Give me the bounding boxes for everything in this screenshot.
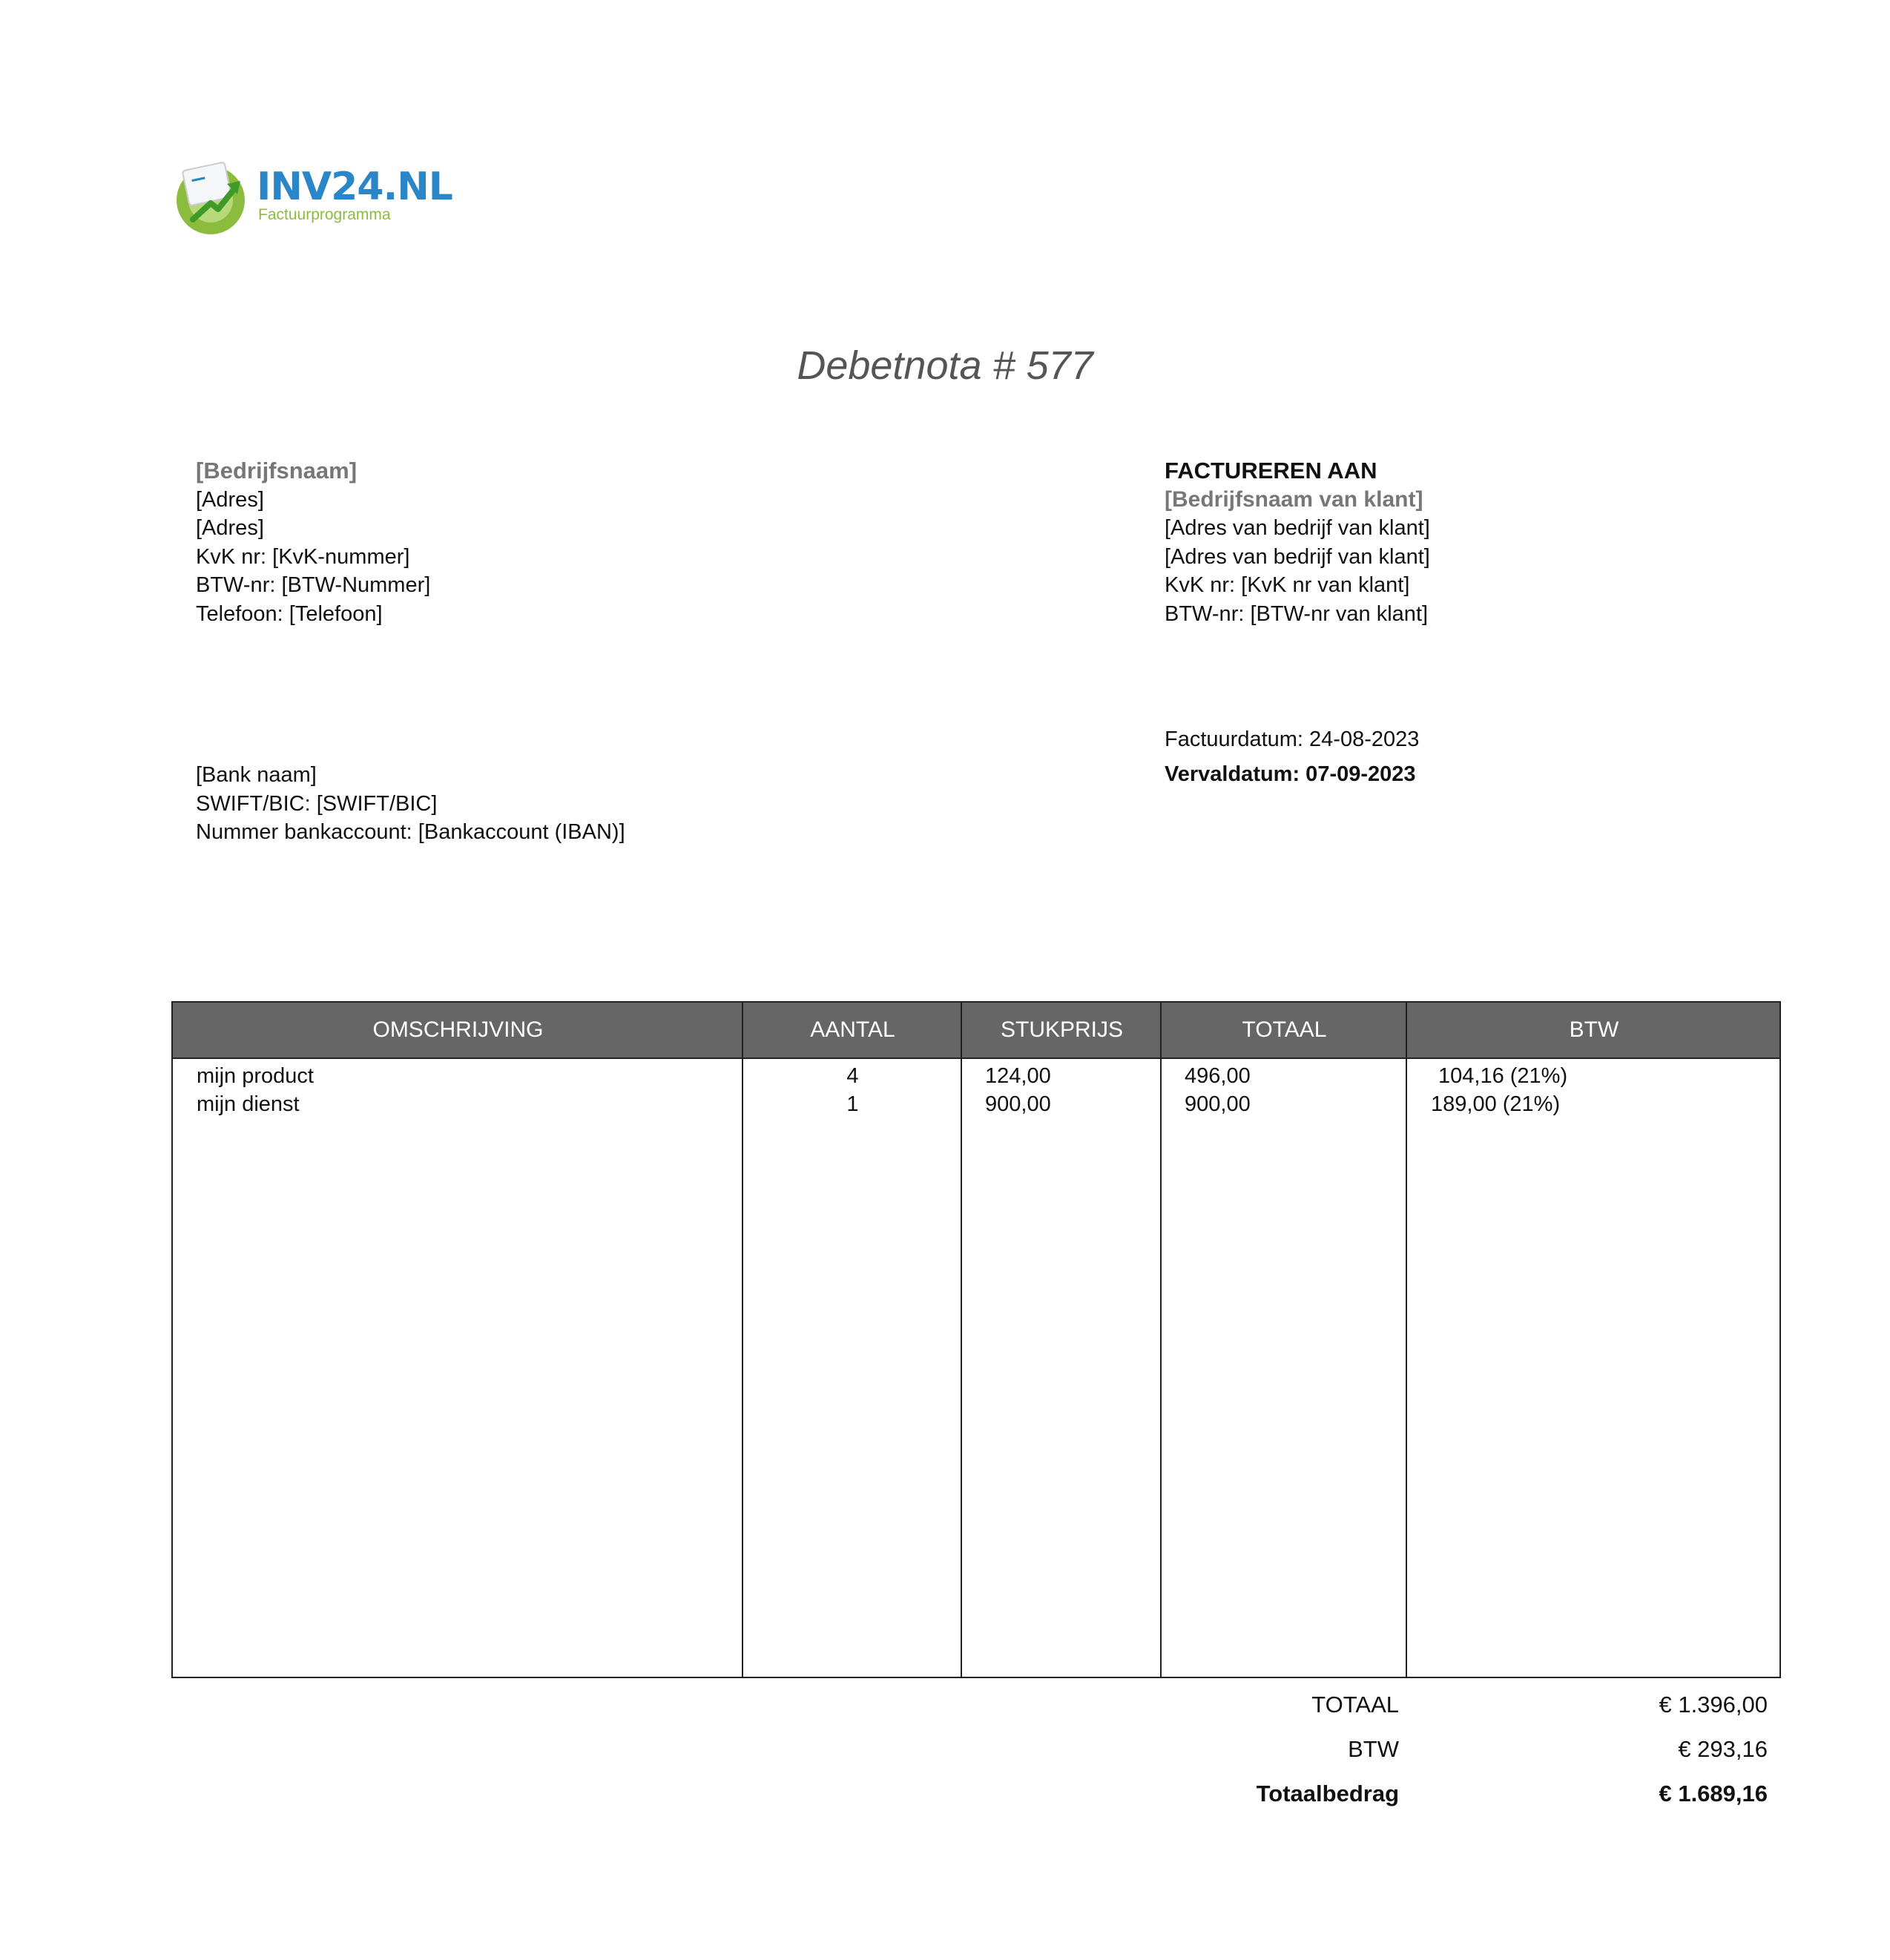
bank-block bbox=[196, 761, 625, 847]
document-arrow-icon bbox=[172, 157, 254, 239]
line-items-table bbox=[171, 1001, 1781, 1678]
row-1-total: 496,00 bbox=[1185, 1064, 1251, 1088]
sender-address-1: [Adres] bbox=[196, 487, 264, 512]
logo-title: INV24.NL bbox=[257, 165, 452, 209]
subtotal-label: TOTAAL bbox=[1311, 1692, 1399, 1718]
header-quantity: AANTAL bbox=[810, 1017, 895, 1042]
header-total: TOTAAL bbox=[1242, 1017, 1327, 1042]
client-address-1: [Adres van bedrijf van klant] bbox=[1165, 516, 1430, 540]
bank-name: [Bank naam] bbox=[196, 763, 317, 787]
header-unit-price: STUKPRIJS bbox=[1000, 1017, 1124, 1042]
client-company: [Bedrijfsnaam van klant] bbox=[1165, 486, 1423, 512]
vat-value: € 293,16 bbox=[1678, 1736, 1768, 1762]
logo-subtitle: Factuurprogramma bbox=[258, 206, 391, 223]
sender-block bbox=[196, 457, 430, 628]
header-vat: BTW bbox=[1569, 1017, 1619, 1042]
row-1-description: mijn product bbox=[197, 1064, 314, 1088]
table-header bbox=[173, 1003, 1779, 1059]
document-title: Debetnota # 577 bbox=[797, 343, 1093, 388]
column-divider bbox=[1160, 1003, 1162, 1677]
bank-swift: SWIFT/BIC: [SWIFT/BIC] bbox=[196, 791, 438, 816]
row-2-unit-price: 900,00 bbox=[985, 1092, 1051, 1116]
sender-address-2: [Adres] bbox=[196, 516, 264, 540]
invoice-date: Factuurdatum: 24-08-2023 bbox=[1165, 727, 1420, 751]
row-2-vat: 189,00 (21%) bbox=[1431, 1092, 1561, 1116]
row-2-description: mijn dienst bbox=[197, 1092, 300, 1116]
row-1-quantity: 4 bbox=[846, 1064, 859, 1088]
subtotal-value: € 1.396,00 bbox=[1659, 1692, 1768, 1718]
row-2-quantity: 1 bbox=[846, 1092, 859, 1116]
client-kvk: KvK nr: [KvK nr van klant] bbox=[1165, 573, 1410, 597]
bank-account: Nummer bankaccount: [Bankaccount (IBAN)] bbox=[196, 820, 625, 844]
due-date: Vervaldatum: 07-09-2023 bbox=[1165, 762, 1416, 786]
row-2-total: 900,00 bbox=[1185, 1092, 1251, 1116]
column-divider bbox=[1406, 1003, 1407, 1677]
sender-kvk: KvK nr: [KvK-nummer] bbox=[196, 544, 410, 569]
sender-company: [Bedrijfsnaam] bbox=[196, 458, 358, 484]
dates-block bbox=[1165, 725, 1419, 788]
sender-phone: Telefoon: [Telefoon] bbox=[196, 601, 383, 626]
client-block bbox=[1165, 457, 1430, 628]
sender-btw: BTW-nr: [BTW-Nummer] bbox=[196, 573, 431, 597]
header-description: OMSCHRIJVING bbox=[372, 1017, 544, 1042]
company-logo bbox=[172, 157, 452, 239]
grand-total-label: Totaalbedrag bbox=[1256, 1781, 1399, 1806]
client-btw: BTW-nr: [BTW-nr van klant] bbox=[1165, 601, 1429, 626]
vat-label: BTW bbox=[1348, 1736, 1399, 1762]
row-1-vat: 104,16 (21%) bbox=[1438, 1064, 1568, 1088]
row-1-unit-price: 124,00 bbox=[985, 1064, 1051, 1088]
grand-total-value: € 1.689,16 bbox=[1659, 1781, 1768, 1806]
client-heading: FACTUREREN AAN bbox=[1165, 458, 1377, 484]
client-address-2: [Adres van bedrijf van klant] bbox=[1165, 544, 1430, 569]
